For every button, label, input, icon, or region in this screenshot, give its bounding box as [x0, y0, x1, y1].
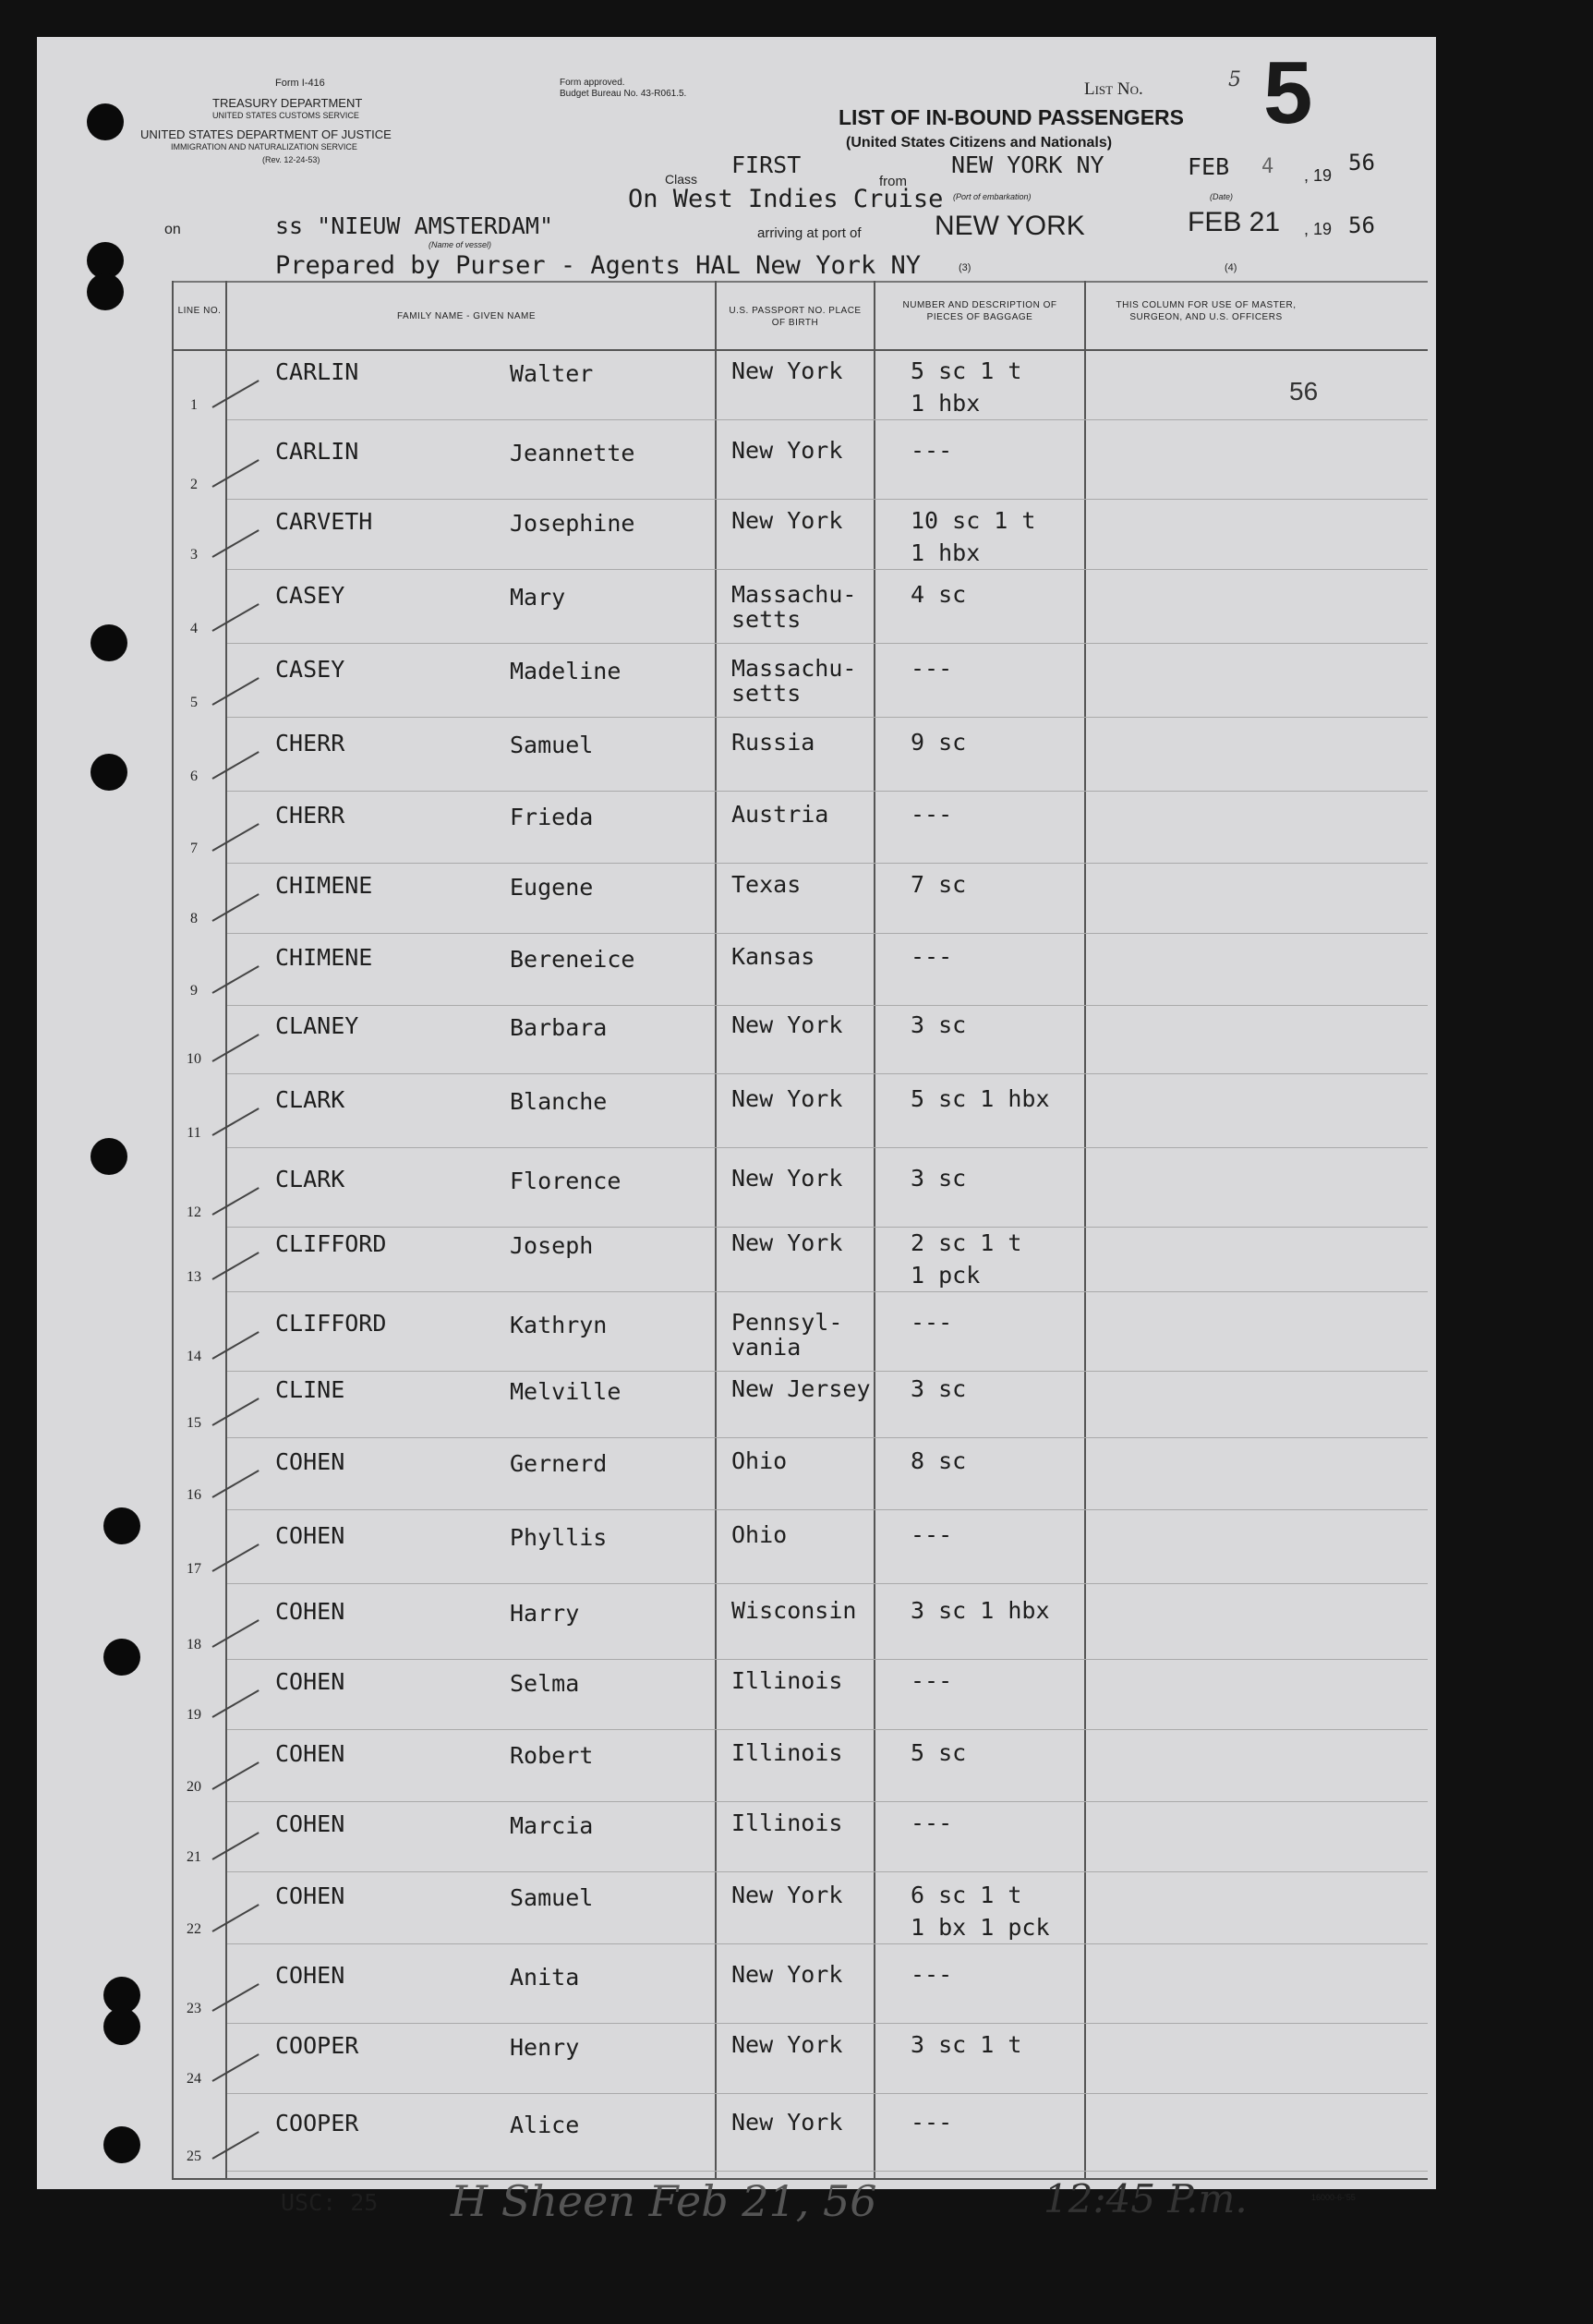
class-label: Class	[665, 172, 698, 187]
row-separator	[227, 863, 1428, 864]
officer-note: 56	[1289, 377, 1319, 405]
col-header-baggage: NUMBER AND DESCRIPTION OF PIECES OF BAGGAGE	[902, 300, 1057, 322]
check-mark	[212, 529, 259, 558]
passenger-family-name: CHERR	[275, 730, 345, 757]
check-mark	[212, 2053, 259, 2082]
line-number: 5	[190, 695, 198, 710]
check-mark	[212, 1689, 259, 1718]
passenger-birthplace: Wisconsin	[731, 1597, 857, 1624]
passenger-given-name: Phyllis	[510, 1524, 608, 1551]
passenger-given-name: Josephine	[510, 510, 635, 537]
col-header-line-no: LINE NO.	[177, 306, 222, 316]
punch-hole	[91, 754, 127, 791]
inspection-time: 12:45 P.m.	[1044, 2176, 1248, 2221]
passenger-birthplace: Massachu- setts	[731, 655, 857, 707]
date-label: (Date)	[1210, 192, 1234, 201]
list-no-big: 5	[1263, 43, 1313, 142]
passenger-given-name: Bereneice	[510, 946, 635, 973]
passenger-family-name: CHIMENE	[275, 872, 373, 899]
passenger-birthplace: Illinois	[731, 1810, 843, 1836]
row-separator	[227, 2171, 1428, 2172]
row-separator	[227, 1509, 1428, 1510]
line-number: 24	[187, 2071, 201, 2087]
check-mark	[212, 1398, 259, 1426]
prepared-by: Prepared by Purser - Agents HAL New York NY	[275, 251, 921, 280]
line-number: 13	[187, 1269, 201, 1285]
line-number: 15	[187, 1415, 201, 1431]
passenger-baggage: 10 sc 1 t 1 hbx	[911, 507, 1036, 566]
passenger-baggage: 6 sc 1 t 1 bx 1 pck	[911, 1882, 1050, 1941]
line-number: 19	[187, 1707, 201, 1723]
check-mark	[212, 1108, 259, 1136]
check-mark	[212, 1331, 259, 1360]
check-mark	[212, 1187, 259, 1216]
passenger-birthplace: New York	[731, 1882, 843, 1908]
embark-day: 4	[1261, 155, 1274, 178]
passenger-given-name: Madeline	[510, 658, 622, 684]
row-separator	[227, 1005, 1428, 1006]
col3-marker: (3)	[959, 262, 971, 273]
passenger-given-name: Harry	[510, 1600, 580, 1627]
passenger-baggage: 3 sc	[911, 1375, 967, 1402]
line-number: 18	[187, 1637, 201, 1652]
passenger-birthplace: Massachu- setts	[731, 581, 857, 633]
on-label: on	[164, 222, 181, 237]
line-number: 3	[190, 547, 198, 563]
punch-hole	[91, 624, 127, 661]
passenger-given-name: Alice	[510, 2112, 580, 2138]
passenger-birthplace: Russia	[731, 729, 815, 756]
table-baggage-rule	[1084, 281, 1086, 2178]
passenger-family-name: COHEN	[275, 1448, 345, 1475]
punch-hole	[87, 103, 124, 140]
arriving-port: NEW YORK	[935, 211, 1085, 241]
passenger-baggage: 3 sc 1 t	[911, 2031, 1022, 2058]
passenger-baggage: ---	[911, 801, 953, 828]
vessel-name: ss "NIEUW AMSTERDAM"	[275, 212, 554, 239]
row-separator	[227, 1871, 1428, 1872]
passenger-baggage: ---	[911, 1521, 953, 1548]
passenger-birthplace: New York	[731, 2109, 843, 2136]
passenger-family-name: COHEN	[275, 1740, 345, 1767]
embark-year: 56	[1348, 150, 1375, 176]
check-mark	[212, 1983, 259, 2012]
passenger-birthplace: Illinois	[731, 1667, 843, 1694]
list-no-label: List No.	[1084, 79, 1143, 99]
ins-label: IMMIGRATION AND NATURALIZATION SERVICE	[171, 142, 357, 151]
passenger-birthplace: New Jersey	[731, 1375, 871, 1402]
passenger-baggage: 5 sc 1 t 1 hbx	[911, 357, 1022, 417]
check-mark	[212, 380, 259, 408]
passenger-baggage: 3 sc	[911, 1011, 967, 1038]
passenger-baggage: 9 sc	[911, 729, 967, 756]
embark-year-pre: , 19	[1304, 166, 1333, 185]
passenger-family-name: CLINE	[275, 1376, 345, 1403]
passenger-baggage: ---	[911, 437, 953, 464]
passenger-family-name: COHEN	[275, 1598, 345, 1625]
passenger-given-name: Melville	[510, 1378, 622, 1405]
col4-marker: (4)	[1225, 262, 1237, 273]
punch-hole	[103, 1507, 140, 1544]
row-separator	[227, 1583, 1428, 1584]
manifest-page	[37, 37, 1436, 2226]
check-mark	[212, 1034, 259, 1062]
line-number: 25	[187, 2148, 201, 2164]
table-left-rule	[172, 281, 174, 2178]
line-number: 6	[190, 769, 198, 784]
passenger-birthplace: Texas	[731, 871, 802, 898]
passenger-birthplace: Ohio	[731, 1447, 788, 1474]
col-header-passport: U.S. PASSPORT NO. PLACE OF BIRTH	[729, 306, 862, 328]
budget-bureau: Budget Bureau No. 43-R061.5.	[560, 89, 687, 99]
table-place-rule	[874, 281, 875, 2178]
line-number: 2	[190, 477, 198, 492]
passenger-family-name: CASEY	[275, 656, 345, 683]
cruise-line: On West Indies Cruise	[628, 185, 944, 213]
row-separator	[227, 1943, 1428, 1944]
from-port: NEW YORK NY	[951, 151, 1104, 178]
passenger-given-name: Jeannette	[510, 440, 635, 466]
arrival-date: FEB 21	[1188, 207, 1281, 237]
check-mark	[212, 893, 259, 922]
line-number: 16	[187, 1487, 201, 1503]
embark-label: (Port of embarkation)	[953, 192, 1032, 201]
row-separator	[227, 643, 1428, 644]
passenger-birthplace: Pennsyl- vania	[731, 1309, 843, 1361]
passenger-given-name: Kathryn	[510, 1312, 608, 1338]
table-head-rule	[172, 349, 1428, 351]
passenger-birthplace: Kansas	[731, 943, 815, 970]
passenger-birthplace: New York	[731, 357, 843, 384]
passenger-baggage: ---	[911, 1961, 953, 1988]
revision-label: (Rev. 12-24-53)	[262, 155, 320, 164]
check-mark	[212, 677, 259, 706]
passenger-family-name: CLANEY	[275, 1012, 359, 1039]
treasury-label: TREASURY DEPARTMENT	[212, 96, 363, 110]
row-separator	[227, 419, 1428, 420]
passenger-family-name: CLARK	[275, 1086, 345, 1113]
passenger-family-name: COOPER	[275, 2110, 359, 2136]
passenger-birthplace: New York	[731, 2031, 843, 2058]
row-separator	[227, 1371, 1428, 1372]
col-header-officers: THIS COLUMN FOR USE OF MASTER, SURGEON, AND U.S. OFFICERS	[1116, 300, 1297, 322]
row-separator	[227, 499, 1428, 500]
line-number: 8	[190, 911, 198, 926]
passenger-given-name: Anita	[510, 1964, 580, 1991]
form-title: LIST OF IN-BOUND PASSENGERS	[839, 105, 1184, 129]
inspector-signature: H Sheen Feb 21, 56	[451, 2176, 877, 2226]
line-number: 14	[187, 1349, 201, 1364]
line-number: 10	[187, 1051, 201, 1067]
passenger-birthplace: Illinois	[731, 1739, 843, 1766]
passenger-birthplace: Ohio	[731, 1521, 788, 1548]
form-approved: Form approved.	[560, 78, 625, 88]
justice-label: UNITED STATES DEPARTMENT OF JUSTICE	[140, 127, 392, 141]
passenger-given-name: Henry	[510, 2034, 580, 2061]
punch-hole	[91, 1138, 127, 1175]
passenger-baggage: 5 sc	[911, 1739, 967, 1766]
line-number: 20	[187, 1779, 201, 1795]
row-separator	[227, 2023, 1428, 2024]
passenger-baggage: 3 sc	[911, 1165, 967, 1192]
check-mark	[212, 1904, 259, 1932]
check-mark	[212, 1543, 259, 1572]
line-number: 12	[187, 1204, 201, 1220]
passenger-birthplace: Austria	[731, 801, 829, 828]
check-mark	[212, 823, 259, 852]
print-code: 16000-6-'55	[1311, 2193, 1356, 2202]
passenger-baggage: 3 sc 1 hbx	[911, 1597, 1050, 1624]
passenger-given-name: Selma	[510, 1670, 580, 1697]
passenger-birthplace: New York	[731, 1229, 843, 1256]
passenger-family-name: COHEN	[275, 1522, 345, 1549]
line-number: 23	[187, 2001, 201, 2016]
passenger-family-name: COHEN	[275, 1882, 345, 1909]
row-separator	[227, 1147, 1428, 1148]
passenger-given-name: Blanche	[510, 1088, 608, 1115]
row-separator	[227, 1073, 1428, 1074]
row-separator	[227, 1227, 1428, 1228]
col-header-name: FAMILY NAME - GIVEN NAME	[397, 311, 536, 321]
passenger-baggage: 4 sc	[911, 581, 967, 608]
line-number: 9	[190, 983, 198, 999]
line-number: 7	[190, 841, 198, 856]
vessel-label: (Name of vessel)	[428, 240, 492, 249]
table-name-rule	[715, 281, 717, 2178]
from-label: from	[879, 174, 907, 189]
passenger-baggage: 8 sc	[911, 1447, 967, 1474]
passenger-birthplace: New York	[731, 1961, 843, 1988]
form-number: Form I-416	[275, 78, 325, 89]
class-value: FIRST	[731, 151, 802, 178]
passenger-family-name: COOPER	[275, 2032, 359, 2059]
arrival-year-pre: , 19	[1304, 220, 1333, 238]
row-separator	[227, 1729, 1428, 1730]
table-top-rule	[172, 281, 1428, 283]
row-separator	[227, 569, 1428, 570]
row-separator	[227, 1291, 1428, 1292]
passenger-given-name: Samuel	[510, 1884, 594, 1911]
passenger-baggage: ---	[911, 1667, 953, 1694]
form-subtitle: (United States Citizens and Nationals)	[846, 135, 1113, 151]
check-mark	[212, 603, 259, 632]
passenger-family-name: COHEN	[275, 1810, 345, 1837]
passenger-given-name: Frieda	[510, 804, 594, 830]
passenger-baggage: 7 sc	[911, 871, 967, 898]
passenger-family-name: CHERR	[275, 802, 345, 829]
passenger-baggage: ---	[911, 655, 953, 682]
passenger-birthplace: New York	[731, 507, 843, 534]
passenger-given-name: Marcia	[510, 1812, 594, 1839]
row-separator	[227, 1437, 1428, 1438]
punch-hole	[103, 2126, 140, 2163]
line-number: 11	[187, 1125, 201, 1141]
check-mark	[212, 1252, 259, 1280]
line-number: 21	[187, 1849, 201, 1865]
punch-hole	[103, 2008, 140, 2045]
passenger-given-name: Barbara	[510, 1014, 608, 1041]
check-mark	[212, 1619, 259, 1648]
passenger-family-name: CARLIN	[275, 358, 359, 385]
row-separator	[227, 717, 1428, 718]
passenger-baggage: ---	[911, 1309, 953, 1336]
row-separator	[227, 1801, 1428, 1802]
passenger-family-name: CLIFFORD	[275, 1230, 387, 1257]
punch-hole	[103, 1639, 140, 1676]
check-mark	[212, 1832, 259, 1860]
passenger-given-name: Walter	[510, 360, 594, 387]
passenger-family-name: CHIMENE	[275, 944, 373, 971]
passenger-birthplace: New York	[731, 437, 843, 464]
check-mark	[212, 965, 259, 994]
passenger-family-name: CASEY	[275, 582, 345, 609]
passenger-family-name: CARVETH	[275, 508, 373, 535]
passenger-family-name: CLARK	[275, 1166, 345, 1192]
table-lineno-rule	[225, 281, 227, 2178]
passenger-baggage: 2 sc 1 t 1 pck	[911, 1229, 1022, 1289]
line-number: 17	[187, 1561, 201, 1577]
row-separator	[227, 791, 1428, 792]
check-mark	[212, 2131, 259, 2160]
passenger-family-name: CARLIN	[275, 438, 359, 465]
passenger-given-name: Eugene	[510, 874, 594, 901]
check-mark	[212, 459, 259, 488]
passenger-given-name: Joseph	[510, 1232, 594, 1259]
list-no-small: 5	[1228, 68, 1241, 91]
passenger-given-name: Mary	[510, 584, 566, 611]
passenger-birthplace: New York	[731, 1085, 843, 1112]
embark-month: FEB	[1188, 153, 1230, 180]
arriving-label: arriving at port of	[757, 225, 862, 241]
passenger-given-name: Samuel	[510, 732, 594, 758]
arrival-year: 56	[1348, 212, 1375, 238]
passenger-birthplace: New York	[731, 1165, 843, 1192]
row-separator	[227, 933, 1428, 934]
customs-label: UNITED STATES CUSTOMS SERVICE	[212, 111, 359, 120]
usc-count: USC: 25	[281, 2189, 379, 2216]
passenger-given-name: Robert	[510, 1742, 594, 1769]
punch-hole	[87, 273, 124, 310]
passenger-given-name: Gernerd	[510, 1450, 608, 1477]
passenger-family-name: CLIFFORD	[275, 1310, 387, 1337]
passenger-birthplace: New York	[731, 1011, 843, 1038]
passenger-baggage: ---	[911, 2109, 953, 2136]
check-mark	[212, 1470, 259, 1498]
passenger-given-name: Florence	[510, 1168, 622, 1194]
row-separator	[227, 2093, 1428, 2094]
passenger-family-name: COHEN	[275, 1962, 345, 1989]
line-number: 1	[190, 397, 198, 413]
passenger-baggage: ---	[911, 943, 953, 970]
passenger-family-name: COHEN	[275, 1668, 345, 1695]
line-number: 4	[190, 621, 198, 636]
passenger-baggage: ---	[911, 1810, 953, 1836]
check-mark	[212, 751, 259, 780]
line-number: 22	[187, 1921, 201, 1937]
passenger-baggage: 5 sc 1 hbx	[911, 1085, 1050, 1112]
check-mark	[212, 1761, 259, 1790]
row-separator	[227, 1659, 1428, 1660]
